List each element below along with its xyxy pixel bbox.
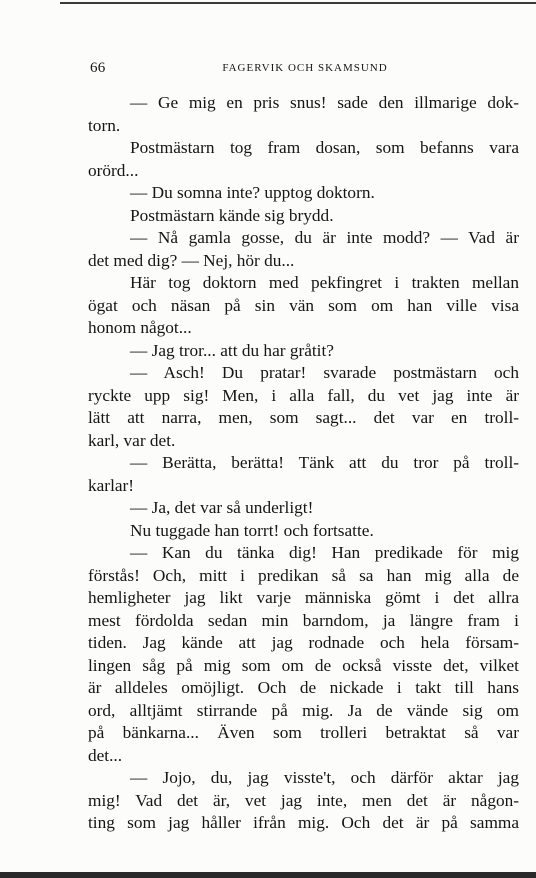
text-line: ryckte upp sig! Men, i alla fall, du vet jag inte är xyxy=(88,385,519,405)
text-line: karl, var det. xyxy=(88,430,176,450)
bottom-edge-rule xyxy=(0,872,536,878)
text-line: karlar! xyxy=(88,475,135,495)
page-header xyxy=(90,60,520,80)
text-line: — Jojo, du, jag visste't, och därför aktar jag xyxy=(130,768,519,787)
page-number: 66 xyxy=(90,60,106,76)
text-line: — Jag tror... att du har gråtit? xyxy=(130,340,334,360)
text-line: lätt att narra, men, som sagt... det var en troll- xyxy=(88,408,519,427)
text-line: — Du somna inte? upptog doktorn. xyxy=(130,183,375,202)
text-line: — Ja, det var så underligt! xyxy=(130,498,314,517)
text-line: hemligheter jag likt varje människa gömt i det allra xyxy=(88,588,519,607)
text-line: — Nå gamla gosse, du är inte modd? — Vad är xyxy=(130,228,519,247)
text-line: torn. xyxy=(88,115,121,135)
text-line: honom något... xyxy=(88,318,192,337)
text-line: — Kan du tänka dig! Han predikade för mig xyxy=(130,543,519,562)
text-line: det... xyxy=(88,745,123,765)
running-title: FAGERVIK OCH SKAMSUND xyxy=(222,62,388,74)
text-line: lingen såg på mig som om de också visste det, vilket xyxy=(88,655,519,675)
text-line: Nu tuggade han torrt! och fortsatte. xyxy=(130,520,374,540)
text-line: — Asch! Du pratar! svarade postmästarn och xyxy=(130,363,519,382)
text-line: ting som jag håller ifrån mig. Och det är på samma xyxy=(88,813,519,832)
text-line: ord, alltjämt stirrande på mig. Ja de vände sig om xyxy=(88,700,519,720)
text-line: är alldeles omöjligt. Och de nickade i takt till hans xyxy=(88,678,519,697)
text-line: mig! Vad det är, vet jag inte, men det är någon- xyxy=(88,790,519,810)
top-edge-rule xyxy=(60,2,536,4)
text-line: Här tog doktorn med pekfingret i trakten mellan xyxy=(130,273,519,292)
text-line: tiden. Jag kände att jag rodnade och hela försam- xyxy=(88,633,519,652)
text-line: mest fördolda sedan min barndom, ja längre fram i xyxy=(88,610,519,630)
text-line: förstås! Och, mitt i predikan så sa han mig alla de xyxy=(88,565,519,585)
body-text xyxy=(88,92,519,835)
text-line: orörd... xyxy=(88,160,139,180)
text-line: ögat och näsan på sin vän som om han ville visa xyxy=(88,295,519,315)
text-line: Postmästarn tog fram dosan, som befanns vara xyxy=(130,138,519,157)
text-line: på bänkarna... Även som trolleri betraktat så var xyxy=(88,723,519,742)
text-line: Postmästarn kände sig brydd. xyxy=(130,205,334,225)
text-line: det med dig? — Nej, hör du... xyxy=(88,250,295,270)
text-line: — Berätta, berätta! Tänk att du tror på troll- xyxy=(130,453,519,472)
text-line: — Ge mig en pris snus! sade den illmarige dok- xyxy=(130,93,519,112)
